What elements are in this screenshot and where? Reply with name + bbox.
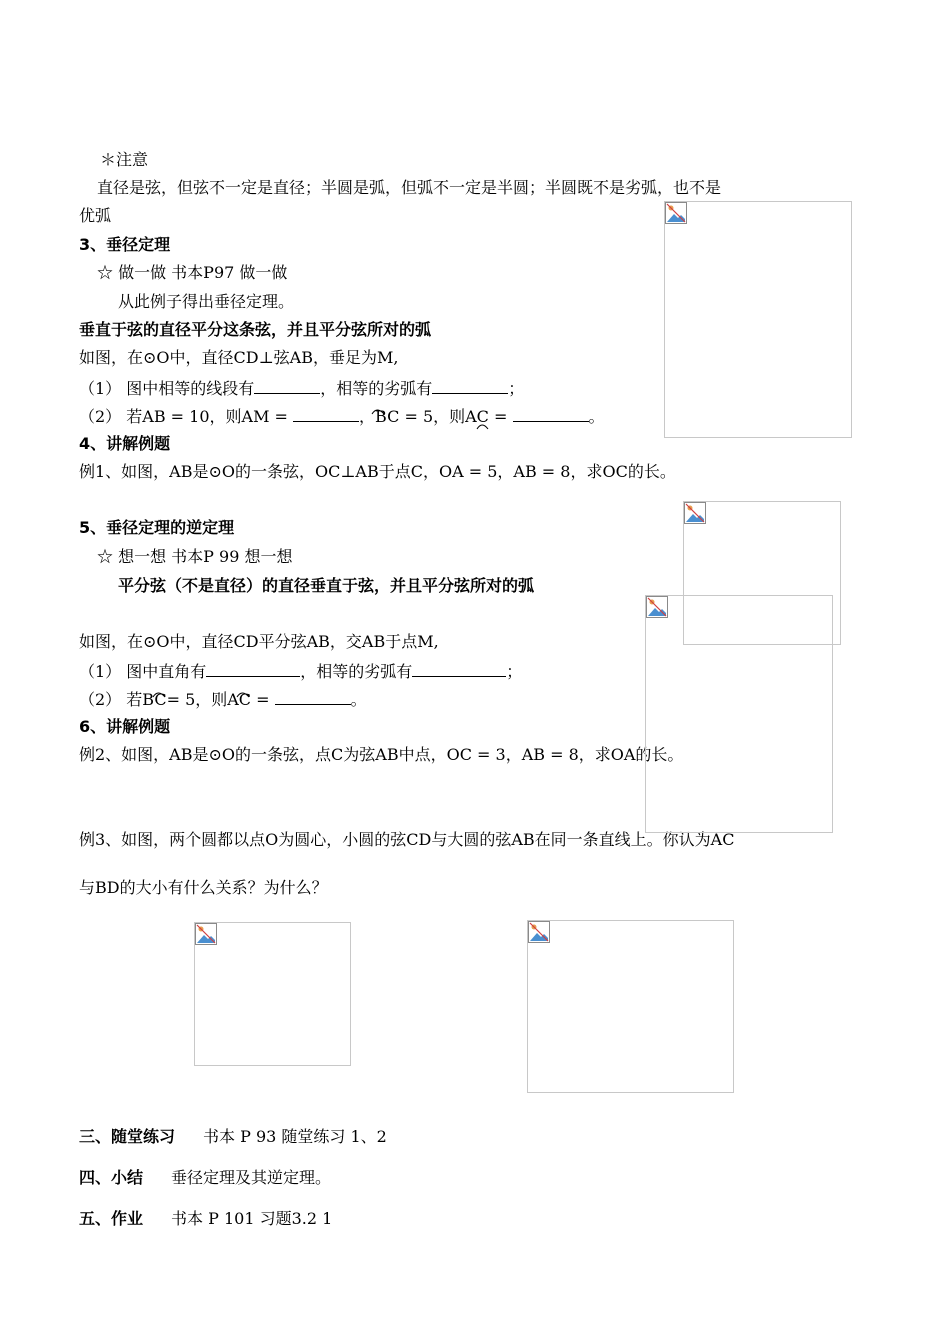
section-3-heading: 3、垂径定理 xyxy=(79,235,171,254)
part-4-text: 垂径定理及其逆定理。 xyxy=(171,1168,332,1187)
section-5-question-1: （1） 图中直角有 ，相等的劣弧有 ； xyxy=(79,662,523,681)
note-title: ＊注意 xyxy=(100,150,149,169)
broken-image-icon xyxy=(528,921,550,943)
section-5-question-2: （2） 若BC = 5，则AC = 。 xyxy=(79,690,367,709)
example-3-line-2: 与BD的大小有什么关系？为什么？ xyxy=(79,878,328,897)
section-3-figure-intro: 如图，在⊙O中，直径CD⊥弦AB，垂足为M, xyxy=(79,348,399,367)
broken-image-icon xyxy=(646,596,668,618)
answer-blank[interactable] xyxy=(293,405,359,422)
section-5-figure-intro: 如图，在⊙O中，直径CD平分弦AB，交AB于点M, xyxy=(79,632,439,651)
arc-mark-icon xyxy=(475,420,503,430)
figure-image-placeholder xyxy=(664,201,852,438)
example-1: 例1、如图，AB是⊙O的一条弦，OC⊥AB于点C，OA = 5，AB = 8，求OC的长。 xyxy=(79,462,676,481)
section-6-heading: 6、讲解例题 xyxy=(79,717,171,736)
figure-image-placeholder xyxy=(194,922,351,1066)
answer-blank[interactable] xyxy=(275,688,351,705)
broken-image-icon xyxy=(665,202,687,224)
arc-mark-icon xyxy=(139,688,167,698)
theorem-perpendicular-diameter: 垂直于弦的直径平分这条弦，并且平分弦所对的弧 xyxy=(79,320,432,339)
note-line-2: 优弧 xyxy=(79,206,112,225)
arc-mark-icon xyxy=(360,405,388,415)
part-3 xyxy=(79,1127,387,1147)
section-3-question-2: （2） 若AB = 10，则AM = ，BC = 5，则AC = 。 xyxy=(79,405,605,427)
part-3-heading: 三、随堂练习 xyxy=(79,1127,176,1146)
example-3-line-1: 例3、如图，两个圆都以点O为圆心，小圆的弦CD与大圆的弦AB在同一条直线上。你认为AC xyxy=(79,830,735,849)
example-2: 例2、如图，AB是⊙O的一条弦，点C为弦AB中点，OC = 3，AB = 8，求OA的长。 xyxy=(79,745,684,764)
section-4-heading: 4、讲解例题 xyxy=(79,434,171,453)
section-3-derive: 从此例子得出垂径定理。 xyxy=(118,292,295,311)
section-3-activity: ☆ 做一做 书本P97 做一做 xyxy=(97,263,288,282)
part-5-text: 书本 P 101 习题3.2 1 xyxy=(171,1209,333,1228)
answer-blank[interactable] xyxy=(513,405,589,422)
arc-mark-icon xyxy=(223,688,251,698)
answer-blank[interactable] xyxy=(254,377,320,394)
section-5-heading: 5、垂径定理的逆定理 xyxy=(79,518,235,537)
answer-blank[interactable] xyxy=(206,660,300,677)
section-5-activity: ☆ 想一想 书本P 99 想一想 xyxy=(97,547,293,566)
note-line-1: 直径是弦，但弦不一定是直径；半圆是弧，但弧不一定是半圆；半圆既不是劣弧，也不是 xyxy=(97,178,722,197)
section-3-question-1: （1） 图中相等的线段有 ，相等的劣弧有 ； xyxy=(79,379,525,398)
figure-image-placeholder xyxy=(645,595,833,833)
part-4-heading: 四、小结 xyxy=(79,1168,144,1187)
theorem-converse: 平分弦（不是直径）的直径垂直于弦，并且平分弦所对的弧 xyxy=(118,576,535,595)
part-5 xyxy=(79,1209,332,1229)
answer-blank[interactable] xyxy=(432,377,508,394)
broken-image-icon xyxy=(195,923,217,945)
broken-image-icon xyxy=(684,502,706,524)
part-3-text: 书本 P 93 随堂练习 1、2 xyxy=(203,1127,387,1146)
part-4 xyxy=(79,1168,331,1188)
part-5-heading: 五、作业 xyxy=(79,1209,144,1228)
answer-blank[interactable] xyxy=(412,660,506,677)
figure-image-placeholder xyxy=(527,920,734,1093)
